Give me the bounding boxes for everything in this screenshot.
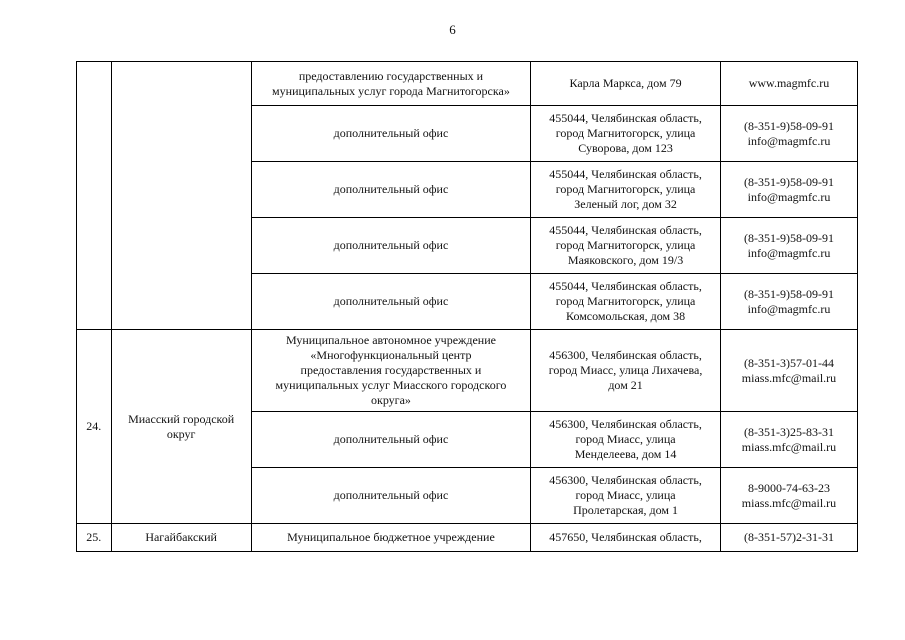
contacts-cell: www.magmfc.ru xyxy=(720,62,857,106)
contacts-cell: (8-351-3)25-83-31 miass.mfc@mail.ru xyxy=(720,412,857,468)
organization-cell: Муниципальное автономное учреждение «Многофункциональный центр предоставления государственных и муниципальных услуг Миасского городского округа» xyxy=(251,330,530,412)
organization-cell: предоставлению государственных и муниципальных услуг города Магнитогорска» xyxy=(251,62,530,106)
row-number-cell xyxy=(77,62,112,330)
mfc-registry-table xyxy=(76,61,858,552)
contacts-cell: (8-351-9)58-09-91 info@magmfc.ru xyxy=(720,218,857,274)
address-cell: 455044, Челябинская область, город Магнитогорск, улица Комсомольская, дом 38 xyxy=(531,274,721,330)
row-number-cell: 25. xyxy=(77,524,112,552)
address-cell: 455044, Челябинская область, город Магнитогорск, улица Маяковского, дом 19/3 xyxy=(531,218,721,274)
table-row xyxy=(77,62,858,106)
contacts-cell: (8-351-9)58-09-91 info@magmfc.ru xyxy=(720,106,857,162)
row-number-cell: 24. xyxy=(77,330,112,524)
organization-cell: дополнительный офис xyxy=(251,274,530,330)
address-cell: 456300, Челябинская область, город Миасс, улица Пролетарская, дом 1 xyxy=(531,468,721,524)
organization-cell: дополнительный офис xyxy=(251,468,530,524)
contacts-cell: 8-9000-74-63-23 miass.mfc@mail.ru xyxy=(720,468,857,524)
address-cell: 455044, Челябинская область, город Магнитогорск, улица Суворова, дом 123 xyxy=(531,106,721,162)
address-cell: Карла Маркса, дом 79 xyxy=(531,62,721,106)
district-name-cell xyxy=(111,62,251,330)
address-cell: 457650, Челябинская область, xyxy=(531,524,721,552)
table-row xyxy=(77,330,858,412)
contacts-cell: (8-351-57)2-31-31 xyxy=(720,524,857,552)
address-cell: 456300, Челябинская область, город Миасс, улица Менделеева, дом 14 xyxy=(531,412,721,468)
contacts-cell: (8-351-9)58-09-91 info@magmfc.ru xyxy=(720,274,857,330)
address-cell: 456300, Челябинская область, город Миасс, улица Лихачева, дом 21 xyxy=(531,330,721,412)
organization-cell: Муниципальное бюджетное учреждение xyxy=(251,524,530,552)
contacts-cell: (8-351-3)57-01-44 miass.mfc@mail.ru xyxy=(720,330,857,412)
organization-cell: дополнительный офис xyxy=(251,218,530,274)
organization-cell: дополнительный офис xyxy=(251,162,530,218)
table-row xyxy=(77,524,858,552)
organization-cell: дополнительный офис xyxy=(251,412,530,468)
contacts-cell: (8-351-9)58-09-91 info@magmfc.ru xyxy=(720,162,857,218)
page-number: 6 xyxy=(449,22,456,37)
organization-cell: дополнительный офис xyxy=(251,106,530,162)
address-cell: 455044, Челябинская область, город Магнитогорск, улица Зеленый лог, дом 32 xyxy=(531,162,721,218)
district-name-cell: Миасский городской округ xyxy=(111,330,251,524)
district-name-cell: Нагайбакский xyxy=(111,524,251,552)
